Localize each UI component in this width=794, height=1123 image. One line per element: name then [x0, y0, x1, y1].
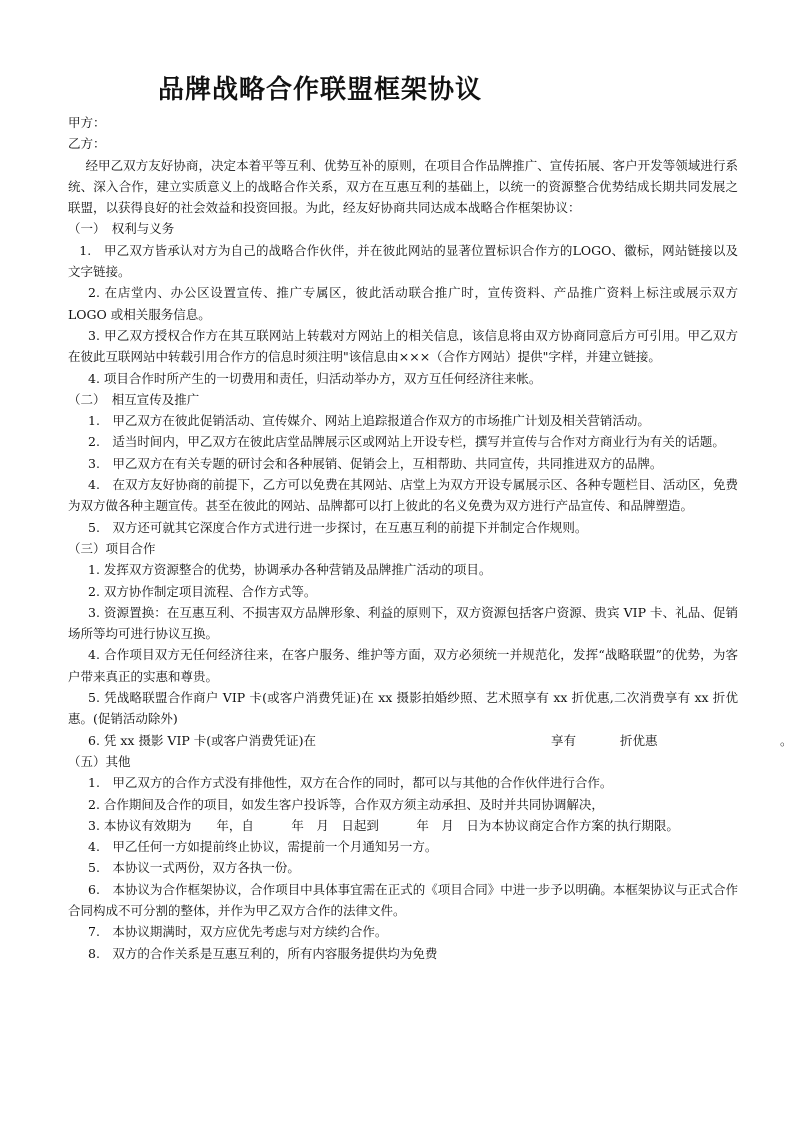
intro-paragraph: 经甲乙双方友好协商，决定本着平等互利、优势互补的原则，在项目合作品牌推广、宣传拓展、客户开发等领域进行系统、深入合作，建立实质意义上的战略合作关系，双方在互惠互利的基础上，以统一的资源整合优势结成长期共同发展之联盟，以获得良好的社会效益和投资回报。为此，经友好协商共同达成本战略合作框架协议： [68, 157, 738, 216]
fill-in-clause-text: 6. 凭 xx 摄影 VIP 卡(或客户消费凭证)在 [88, 732, 317, 748]
section-heading: （五）其他 [68, 753, 131, 769]
section-heading: （三）项目合作 [68, 540, 156, 556]
clause-item: 4. 合作项目双方无任何经济往来，在客户服务、维护等方面，双方必须统一并规范化，发挥“战略联盟”的优势，为客户带来真正的实惠和尊贵。 [68, 647, 738, 684]
clause-item: 1. 甲乙双方皆承认对方为自己的战略合作伙伴，并在彼此网站的显著位置标识合作方的LOGO、徽标，网站链接以及文字链接。 [68, 242, 738, 280]
clause-item: 2. 双方协作制定项目流程、合作方式等。 [88, 583, 317, 599]
clause-item: 3. 甲乙双方授权合作方在其互联网站上转载对方网站上的相关信息，该信息将由双方协商同意后方可引用。甲乙双方在彼此互联网站中转载引用合作方的信息时须注明"该信息由×××（合作方网站）提供"字样，并建立链接。 [68, 327, 738, 365]
fill-in-end-mark: 。 [780, 732, 793, 748]
clause-item: 2. 适当时间内，甲乙双方在彼此店堂品牌展示区或网站上开设专栏，撰写并宣传与合作对方商业行为有关的话题。 [88, 434, 725, 450]
clause-item: 3. 甲乙双方在有关专题的研讨会和各种展销、促销会上，互相帮助、共同宣传，共同推进双方的品牌。 [88, 455, 663, 471]
clause-item: 8. 双方的合作关系是互惠互利的，所有内容服务提供均为免费 [88, 945, 438, 961]
fill-in-discount-label: 享有 [551, 732, 577, 748]
clause-item: 5. 凭战略联盟合作商户 VIP 卡(或客户消费凭证)在 xx 摄影拍婚纱照、艺术照享有 xx 折优惠,二次消费享有 xx 折优惠。(促销活动除外) [68, 690, 738, 727]
section-heading: （二） 相互宣传及推广 [68, 391, 200, 407]
clause-item: 4. 甲乙任何一方如提前终止协议，需提前一个月通知另一方。 [88, 839, 438, 855]
section-heading: （一） 权利与义务 [68, 221, 175, 237]
clause-item: 1. 发挥双方资源整合的优势，协调承办各种营销及品牌推广活动的项目。 [88, 562, 492, 578]
clause-item: 1. 甲乙双方在彼此促销活动、宣传媒介、网站上追踪报道合作双方的市场推广计划及相关营销活动。 [88, 413, 650, 429]
clause-item: 1. 甲乙双方的合作方式没有排他性，双方在合作的同时，都可以与其他的合作伙伴进行合作。 [88, 775, 613, 791]
party-a-line: 甲方： [68, 115, 106, 130]
clause-item: 7. 本协议期满时，双方应优先考虑与对方续约合作。 [88, 924, 388, 940]
clause-item: 2. 在店堂内、办公区设置宣传、推广专属区，彼此活动联合推广时，宣传资料、产品推广资料上标注或展示双方 LOGO 或相关服务信息。 [68, 285, 738, 322]
clause-item: 3. 本协议有效期为 年，自 年 月 日起到 年 月 日为本协议商定合作方案的执行期限。 [88, 817, 679, 833]
clause-item: 5. 双方还可就其它深度合作方式进行进一步探讨，在互惠互利的前提下并制定合作规则。 [88, 519, 588, 535]
clause-item: 2. 合作期间及合作的项目，如发生客户投诉等，合作双方须主动承担、及时并共同协调解决， [88, 796, 604, 812]
document-title: 品牌战略合作联盟框架协议 [158, 75, 483, 105]
clause-item: 4. 项目合作时所产生的一切费用和责任，归活动举办方，双方互任何经济往来帐。 [88, 370, 542, 386]
clause-item: 6. 本协议为合作框架协议，合作项目中具体事宜需在正式的《项目合同》中进一步予以明确。本框架协议与正式合作合同构成不可分割的整体，并作为甲乙双方合作的法律文件。 [68, 881, 738, 918]
clause-item: 3. 资源置换：在互惠互利、不损害双方品牌形象、利益的原则下，双方资源包括客户资源、贵宾 VIP 卡、礼品、促销场所等均可进行协议互换。 [68, 604, 738, 642]
fill-in-discount-suffix: 折优惠 [620, 732, 658, 748]
document-body [68, 112, 793, 964]
clause-item: 5. 本协议一式两份，双方各执一份。 [88, 860, 300, 876]
clause-item: 4. 在双方友好协商的前提下，乙方可以免费在其网站、店堂上为双方开设专属展示区、各种专题栏目、活动区，免费为双方做各种主题宣传。甚至在彼此的网站、品牌都可以打上彼此的名义免费为双方进行产品宣传、和品牌塑造。 [68, 477, 738, 514]
party-b-line: 乙方： [68, 136, 106, 152]
fill-in-clause [68, 730, 793, 751]
